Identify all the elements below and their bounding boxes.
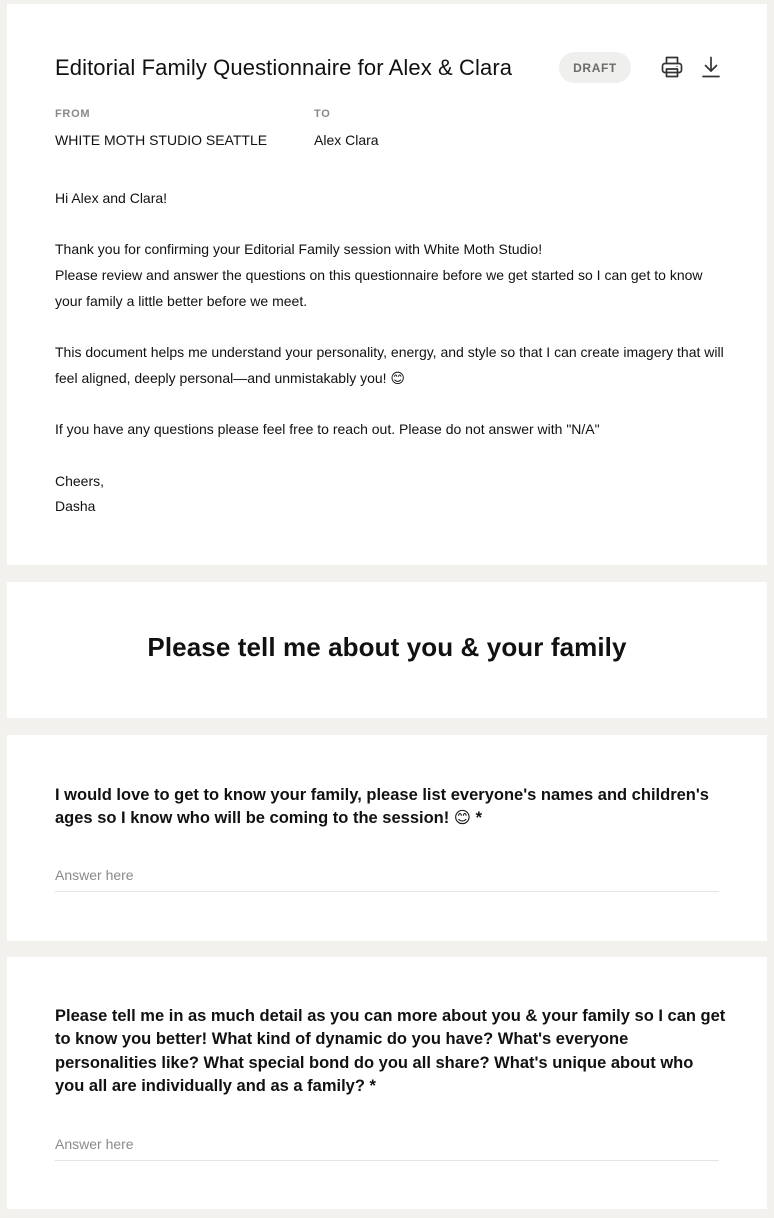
- letter-paragraph: If you have any questions please feel free to reach out. Please do not answer with "N/A": [55, 421, 600, 438]
- letter-greeting: Hi Alex and Clara!: [55, 190, 168, 206]
- page-title: Editorial Family Questionnaire for Alex & Clara: [55, 55, 513, 80]
- letter-signature: Dasha: [55, 498, 96, 515]
- download-button[interactable]: [698, 54, 724, 80]
- question-card: [7, 735, 767, 941]
- from-label: FROM: [55, 108, 91, 120]
- letter-paragraph: This document helps me understand your personality, energy, and style so that I can create imagery that will feel aligned, deeply personal—and unmistakably you! 😊: [55, 344, 724, 386]
- intro-letter: [55, 186, 725, 520]
- required-marker: *: [475, 809, 483, 828]
- from-value: WHITE MOTH STUDIO SEATTLE: [55, 132, 268, 148]
- section-title: Please tell me about you & your family: [147, 632, 627, 662]
- status-badge: DRAFT: [559, 52, 631, 83]
- to-value: Alex Clara: [314, 132, 379, 148]
- printer-icon: [659, 54, 685, 80]
- required-marker: *: [369, 1076, 376, 1095]
- letter-paragraph: Thank you for confirming your Editorial Family session with White Moth Studio!: [55, 241, 543, 258]
- to-label: TO: [314, 108, 331, 120]
- letter-paragraph: Please review and answer the questions on this questionnaire before we get started so I can get to know your family a little better before we meet.: [55, 267, 703, 309]
- question-card: [7, 957, 767, 1209]
- questionnaire-header-card: [7, 4, 767, 565]
- answer-input[interactable]: [55, 1128, 719, 1161]
- section-header-card: [7, 582, 767, 718]
- download-icon: [698, 54, 724, 80]
- question-label: I would love to get to know your family, please list everyone's names and children's ages so I know who will be coming to the session! 😊: [55, 786, 709, 828]
- answer-input[interactable]: [55, 859, 719, 892]
- print-button[interactable]: [659, 54, 685, 80]
- letter-signoff: Cheers,: [55, 472, 105, 489]
- question-text: [55, 1005, 727, 1098]
- question-label: Please tell me in as much detail as you can more about you & your family so I can get to know you better! What kind of dynamic do you have? What's everyone personalities like? What special bond do you all share? What's unique about who you all are individually and as a family?: [55, 1007, 726, 1095]
- question-text: [55, 784, 727, 831]
